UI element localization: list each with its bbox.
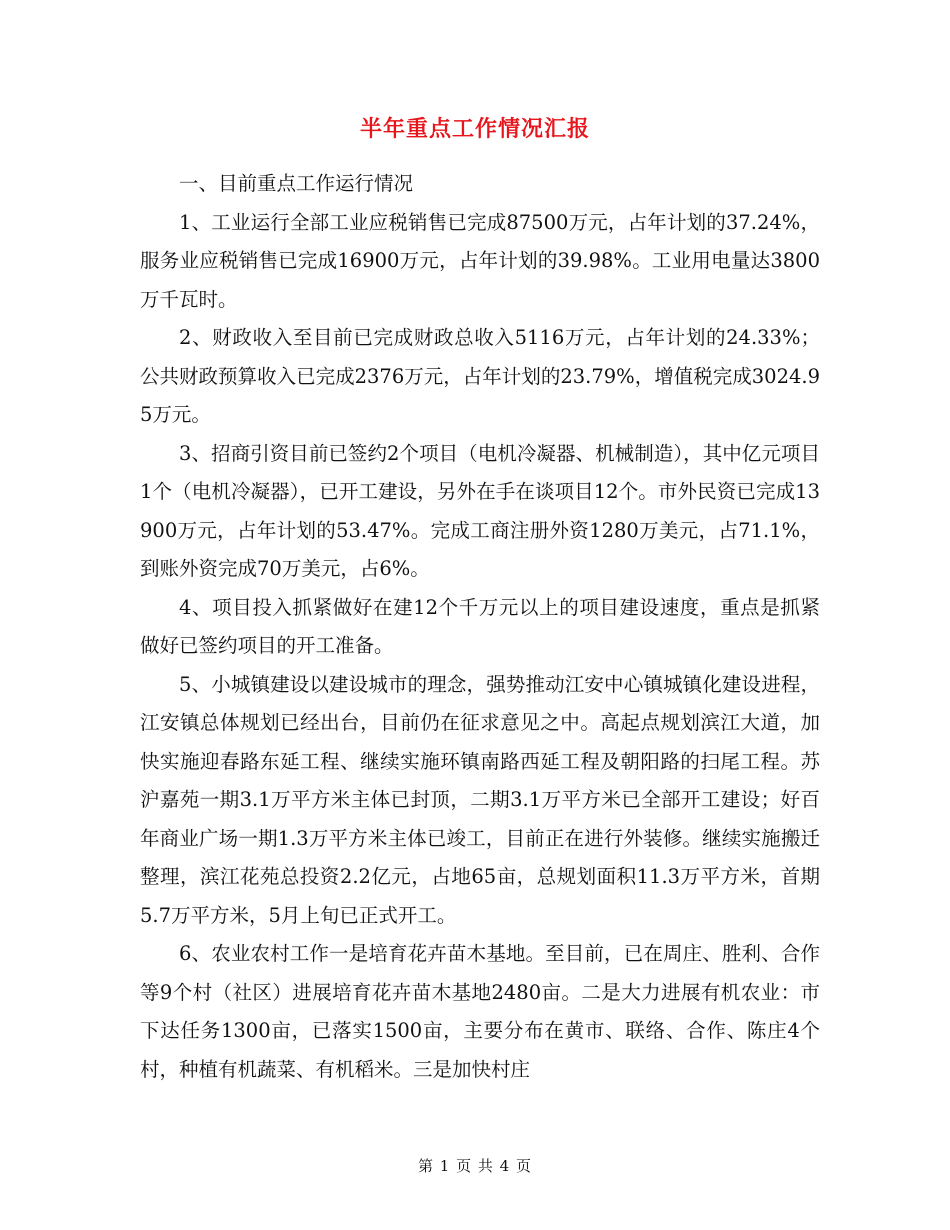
paragraph-finance: 2、财政收入至目前已完成财政总收入5116万元，占年计划的24.33%；公共财政预算收入已完成2376万元，占年计划的23.79%，增值税完成3024.95万元。 <box>140 326 820 426</box>
page-footer: 第 1 页 共 4 页 <box>418 1157 532 1175</box>
section-heading: 一、目前重点工作运行情况 <box>179 172 414 195</box>
paragraph-investment: 3、招商引资目前已签约2个项目（电机冷凝器、机械制造），其中亿元项目1个（电机冷凝器），已开工建设，另外在手在谈项目12个。市外民资已完成13900万元，占年计划的53.47%。完成工商注册外资1280万美元，占71.1%，到账外资完成70万美元，占6%。 <box>140 441 820 580</box>
paragraph-agriculture: 6、农业农村工作一是培育花卉苗木基地。至目前，已在周庄、胜利、合作等9个村（社区）进展培育花卉苗木基地2480亩。二是大力进展有机农业：市下达任务1300亩，已落实1500亩，主要分布在黄市、联络、合作、陈庄4个村，种植有机蔬菜、有机稻米。三是加快村庄 <box>140 942 820 1081</box>
paragraph-industry: 1、工业运行全部工业应税销售已完成87500万元，占年计划的37.24%，服务业应税销售已完成16900万元，占年计划的39.98%。工业用电量达3800万千瓦时。 <box>140 210 820 311</box>
paragraph-projects: 4、项目投入抓紧做好在建12个千万元以上的项目建设速度，重点是抓紧做好已签约项目的开工准备。 <box>140 595 820 657</box>
paragraph-town-construction: 5、小城镇建设以建设城市的理念，强势推动江安中心镇城镇化建设进程，江安镇总体规划已经出台，目前仍在征求意见之中。高起点规划滨江大道，加快实施迎春路东延工程、继续实施环镇南路西延工程及朝阳路的扫尾工程。苏沪嘉苑一期3.1万平方米主体已封顶，二期3.1万平方米已全部开工建设；好百年商业广场一期1.3万平方米主体已竣工，目前正在进行外装修。继续实施搬迁整理，滨江花苑总投资2.2亿元，占地65亩，总规划面积11.3万平方米，首期5.7万平方米，5月上旬已正式开工。 <box>140 672 820 927</box>
document-body <box>140 165 820 1089</box>
document-title: 半年重点工作情况汇报 <box>359 116 590 142</box>
